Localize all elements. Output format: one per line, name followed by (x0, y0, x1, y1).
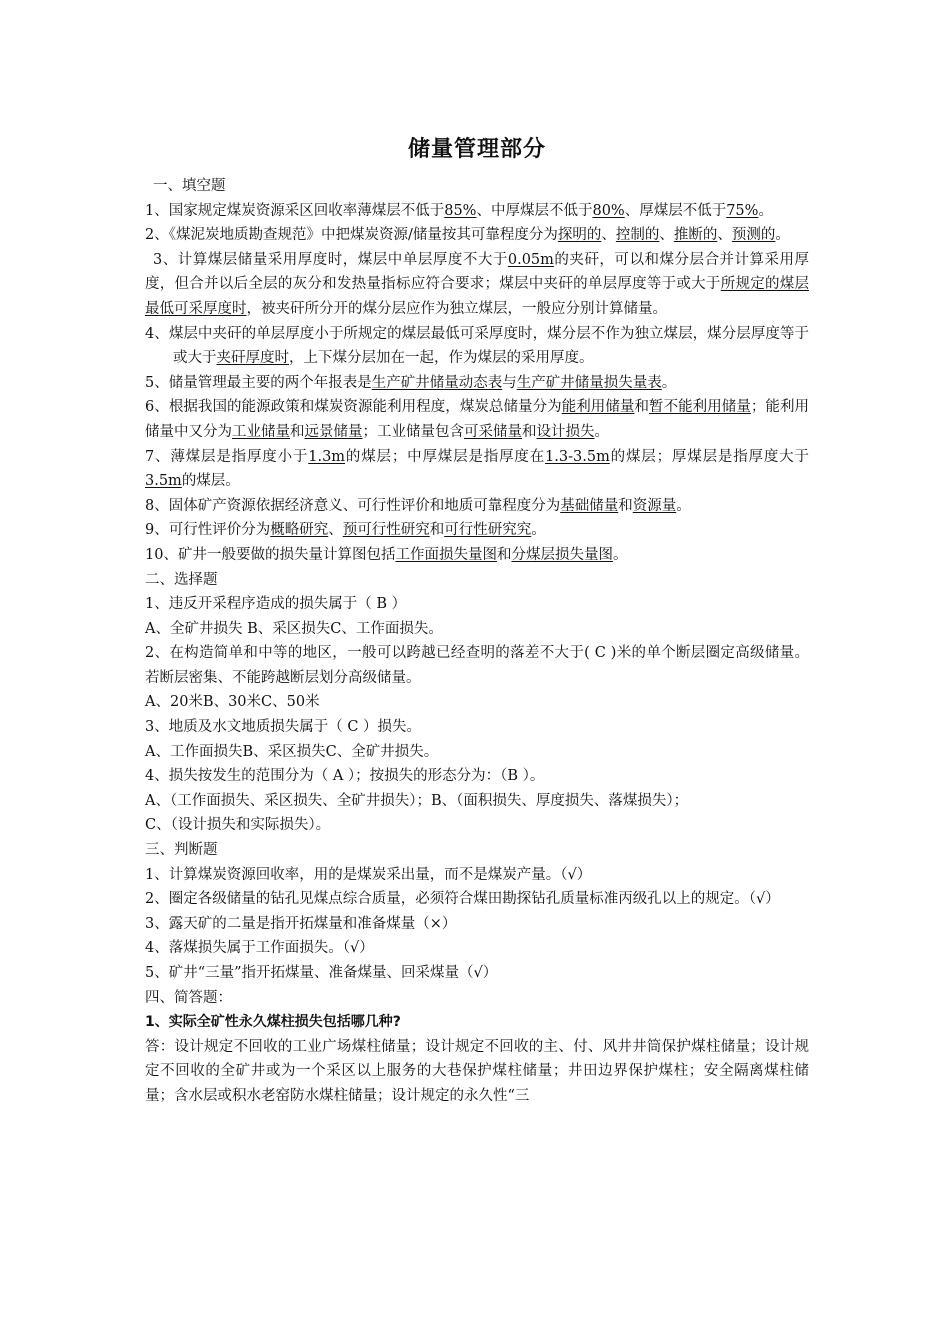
judge-q1: 1、计算煤炭资源回收率，用的是煤炭采出量，而不是煤炭产量。（√） (145, 866, 592, 883)
section-short-heading: 四、简答题： (145, 989, 232, 1006)
fill-q9: 9、可行性评价分为概略研究、预可行性研究和可行性研究究。 (145, 522, 546, 539)
judge-q4: 4、落煤损失属于工作面损失。（√） (145, 940, 374, 957)
fill-q4: 4、煤层中夹矸的单层厚度小于所规定的煤层最低可采厚度时，煤分层不作为独立煤层，煤分层厚度等于或大于夹矸厚度时，上下煤分层加在一起，作为煤层的采用厚度。 (145, 325, 809, 367)
section-choice-heading: 二、选择题 (145, 571, 218, 588)
choice-q2-options: A、20米B、30米C、50米 (145, 694, 320, 711)
fill-q10: 10、矿井一般要做的损失量计算图包括工作面损失量图和分煤层损失量图。 (145, 546, 628, 563)
fill-q6: 6、根据我国的能源政策和煤炭资源能利用程度，煤炭总储量分为能利用储量和暂不能利用储量；能利用储量中又分为工业储量和远景储量；工业储量包含可采储量和设计损失。 (145, 399, 810, 440)
fill-q2: 2、《煤泥炭地质勘查规范》中把煤炭资源/储量按其可靠程度分为探明的、控制的、推断的、预测的。 (145, 227, 790, 244)
judge-q3: 3、露天矿的二量是指开拓煤量和准备煤量（×） (145, 915, 457, 932)
choice-q3-options: A、工作面损失B、采区损失C、全矿井损失。 (145, 743, 439, 760)
choice-q1-options: A、全矿井损失 B、采区损失C、工作面损失。 (145, 620, 443, 637)
choice-q1: 1、违反开采程序造成的损失属于（ B ） (145, 596, 407, 613)
choice-q2: 2、在构造简单和中等的地区，一般可以跨越已经查明的落差不大于( C )米的单个断层圈定高级储量。若断层密集、不能跨越断层划分高级储量。 (145, 645, 809, 686)
short-q1: 1、实际全矿性永久煤柱损失包括哪几种? (145, 1014, 401, 1031)
section-fill-heading: 一、填空题 (153, 178, 226, 194)
choice-q4-options-1: A、（工作面损失、采区损失、全矿井损失）；B、（面积损失、厚度损失、落煤损失）； (145, 792, 689, 809)
document-page (145, 130, 809, 1109)
fill-q1: 1、国家规定煤炭资源采区回收率薄煤层不低于85%、中厚煤层不低于80%、厚煤层不低于75%。 (145, 202, 773, 219)
choice-q3: 3、地质及水文地质损失属于（ C ）损失。 (145, 719, 422, 736)
fill-q7: 7、薄煤层是指厚度小于1.3m的煤层；中厚煤层是指厚度在1.3-3.5m的煤层；厚煤层是指厚度大于3.5m的煤层。 (145, 448, 809, 490)
judge-q5: 5、矿井“三量”指开拓煤量、准备煤量、回采煤量（√） (145, 965, 498, 981)
short-a1: 答：设计规定不回收的工业广场煤柱储量；设计规定不回收的主、付、风井井筒保护煤柱储量；设计规定不回收的全矿井或为一个采区以上服务的大巷保护煤柱储量；井田边界保护煤柱；安全隔离煤柱储量；含水层或积水老窑防水煤柱储量；设计规定的永久性“三 (145, 1038, 809, 1104)
choice-q4-options-2: C、（设计损失和实际损失）。 (145, 817, 331, 834)
section-judge-heading: 三、判断题 (145, 842, 218, 859)
judge-q2: 2、圈定各级储量的钻孔见煤点综合质量，必须符合煤田勘探钻孔质量标准丙级孔以上的规定。（√） (145, 891, 780, 908)
page-title: 储量管理部分 (407, 137, 546, 162)
fill-q3: 3、计算煤层储量采用厚度时，煤层中单层厚度不大于0.05m的夹矸，可以和煤分层合并计算采用厚度，但合并以后全层的灰分和发热量指标应符合要求；煤层中夹矸的单层厚度等于或大于所规定的煤层最低可采厚度时，被夹矸所分开的煤分层应作为独立煤层，一般应分别计算储量。 (145, 251, 810, 317)
choice-q4: 4、损失按发生的范围分为（ A ）；按损失的形态分为：（B ）。 (145, 768, 545, 785)
fill-q5: 5、储量管理最主要的两个年报表是生产矿井储量动态表与生产矿井储量损失量表。 (145, 374, 677, 391)
fill-q8: 8、固体矿产资源依据经济意义、可行性评价和地质可靠程度分为基础储量和资源量。 (145, 497, 691, 514)
